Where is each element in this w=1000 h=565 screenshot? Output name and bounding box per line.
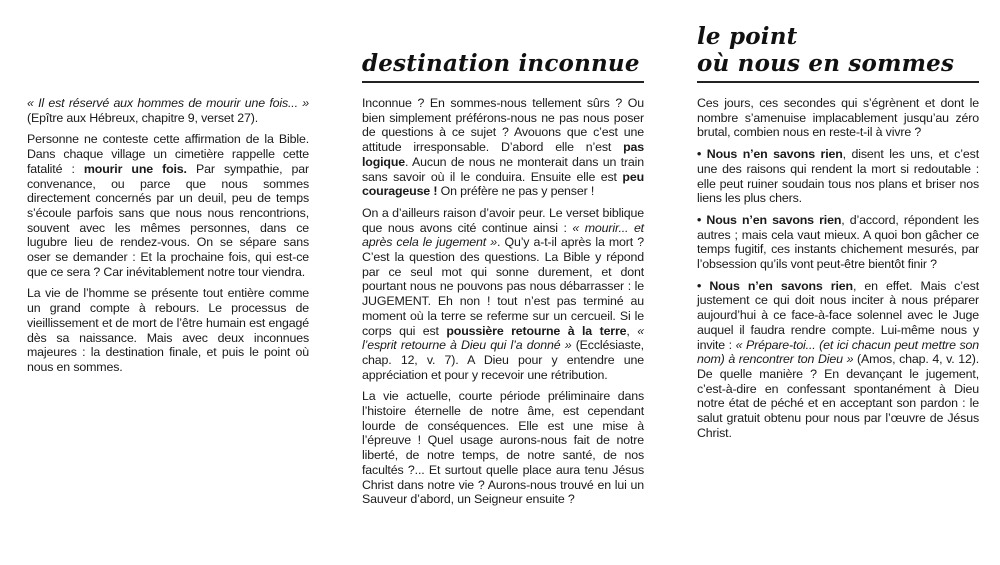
text: , disent les uns, et c’est une des raisons qui rendent la mort si redoutable : elle peut ruiner soudain tous nos plans et briser nos liens les plus chers. — [697, 147, 979, 206]
paragraph — [362, 96, 644, 199]
bold-text: • Nous n’en savons rien — [697, 278, 853, 293]
text: (Amos, chap. 4, v. 12). De quelle manière ? En devançant le jugement, c’est-à-dire en confessant spontanément à Dieu notre état de péché et en acceptant son pardon : le salut gratuit obtenu pour nous par l’œuvre de Jésus Christ. — [697, 352, 979, 440]
text: (Ecclésiaste, chap. 12, v. 7). A Dieu pour y entendre une appréciation et pour y recevoir une rétribution. — [362, 338, 644, 382]
text: , d’accord, répondent les autres ; mais cela vaut mieux. A quoi bon gâcher ce temps fugitif, ces instants chichement mesurés, par l’obsession qu’ils vont peut-être bientôt finir ? — [697, 212, 979, 272]
bold-text: mourir une fois. — [83, 161, 187, 176]
paragraph — [362, 206, 644, 382]
text: On préfère ne pas y penser ! — [437, 184, 595, 199]
heading-le-point — [697, 23, 979, 83]
text: Par sympathie, par convenance, ou parce que nous sommes directement concernés par un deuil, peu de temps s’écoule parfois sans que nous nous rencontrions, souvent avec les mêmes personnes, dans ce lugubre lieu de rendez-vous. On se sépare sans oser se demander : Et la prochaine fois, qui est-ce que ce sera ? Car inévitablement notre tour viendra. — [27, 161, 309, 279]
text: Inconnue ? En sommes-nous tellement sûrs ? Ou bien simplement préférons-nous ne pas nous poser de questions à ce sujet ? Avouons que c’est une attitude irresponsable. D’abord elle n’est — [362, 96, 644, 155]
bold-text: • Nous n’en savons rien — [697, 147, 843, 162]
italic-quote: « Il est réservé aux hommes de mourir une fois... » — [27, 96, 309, 110]
text: Personne ne conteste cette affirmation de la Bible. Dans chaque village un cimetière rappelle cette fatalité : — [27, 132, 309, 176]
column-le-point — [697, 96, 979, 447]
italic-quote: « l’esprit retourne à Dieu qui l’a donné » — [362, 323, 644, 353]
paragraph — [362, 389, 644, 507]
bold-text: poussière retourne à la terre — [446, 323, 627, 338]
text: Ces jours, ces secondes qui s’égrènent et dont le nombre s’amenuise implacablement jusqu’au zéro brutal, combien nous en reste-t-il à vivre ? — [697, 96, 979, 140]
paragraph — [27, 132, 309, 279]
text: , en effet. Mais c’est justement ce qui doit nous inciter à nous préparer aujourd’hui à ce face-à-face solennel avec le Juge auquel il faudra rendre compte. Lui-même nous y invite : — [697, 278, 979, 352]
heading-text: destination inconnue — [362, 50, 640, 77]
paragraph — [27, 286, 309, 374]
column-introduction — [27, 96, 309, 382]
paragraph — [697, 279, 979, 441]
paragraph — [27, 96, 309, 125]
heading-line-2: où nous en sommes — [697, 50, 955, 77]
text: La vie de l’homme se présente tout entière comme un grand compte à rebours. Le processus de vieillissement et de mort de l’être humain est engagé dès sa naissance. Mais avec deux inconnues majeures : la destination finale, et puis le point où nous en sommes. — [27, 286, 309, 374]
bold-text: pas logique — [362, 140, 644, 169]
paragraph — [697, 147, 979, 206]
paragraph — [697, 213, 979, 272]
text: On a d’ailleurs raison d’avoir peur. Le verset biblique que nous avons cité continue ainsi : — [362, 205, 644, 235]
heading-line-1: le point — [697, 23, 798, 50]
paragraph — [697, 96, 979, 140]
italic-quote: « Prépare-toi... (et ici chacun peut mettre son nom) à rencontrer ton Dieu » — [697, 337, 980, 367]
bold-text: • Nous n’en savons rien — [697, 212, 842, 227]
heading-destination-inconnue — [362, 50, 644, 83]
text: La vie actuelle, courte période préliminaire dans l’histoire éternelle de notre âme, est cependant lourde de conséquences. Elle est une mise à l’épreuve ! Quel usage aurons-nous fait de notre liberté, de notre temps, de notre santé, de nos facultés ?... Et surtout quelle place aura tenu Jésus Christ dans notre vie ? Aurons-nous trouvé en lui un Sauveur d’abord, un Seigneur ensuite ? — [362, 389, 644, 507]
bold-text: peu courageuse ! — [362, 169, 644, 199]
italic-quote: « mourir... et après cela le jugement » — [362, 220, 644, 250]
text: , — [626, 323, 638, 338]
text: . Qu’y a-t-il après la mort ? C’est la question des questions. La Bible y répond par ce seul mot qui sonne durement, et dont pourtant nous ne pouvons pas nous débarrasser : le JUGEMENT. Eh non ! tout n’est pas terminé au moment où la terre se referme sur un cercueil. Si le corps qui est — [362, 235, 644, 338]
text: (Epître aux Hébreux, chapitre 9, verset 27). — [27, 110, 259, 125]
column-destination-inconnue — [362, 96, 644, 514]
text: . Aucun de nous ne monterait dans un train sans savoir où il le conduira. Ensuite elle est — [362, 154, 644, 184]
